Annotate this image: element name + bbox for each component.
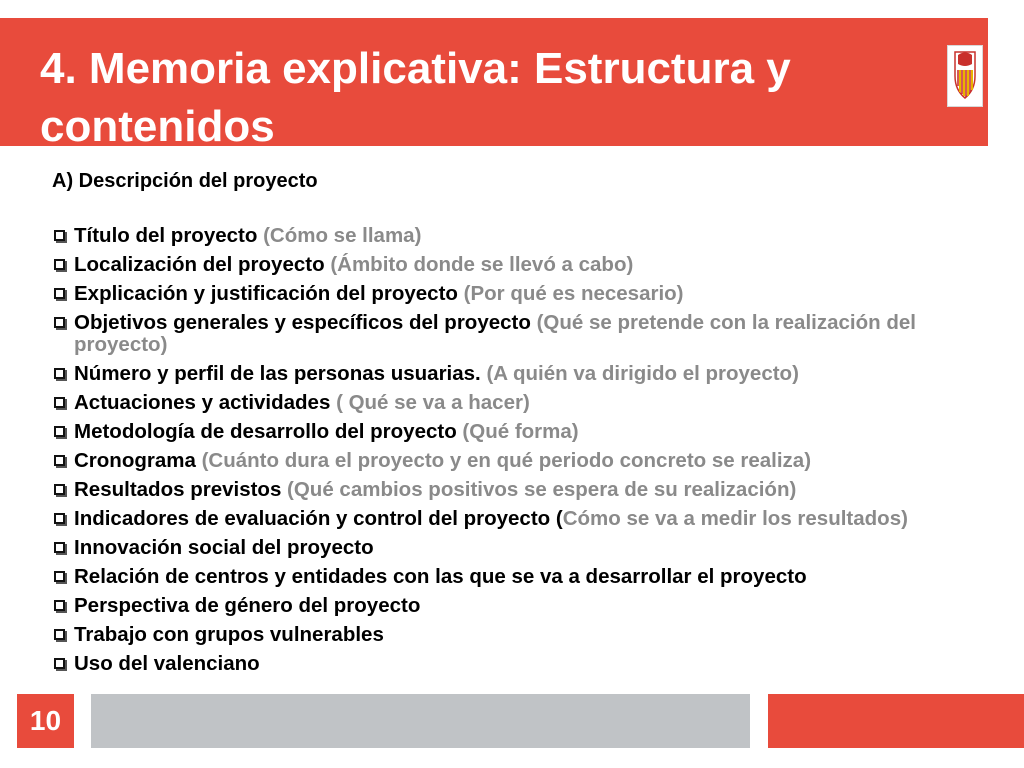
- item-title: Actuaciones y actividades: [74, 391, 331, 414]
- list-item: [52, 595, 972, 617]
- section-subtitle: A) Descripción del proyecto: [52, 170, 318, 192]
- list-item: [52, 653, 972, 675]
- checkbox-bullet-icon: [54, 426, 65, 437]
- item-note: (Por qué es necesario): [457, 282, 684, 305]
- checkbox-bullet-icon: [54, 629, 65, 640]
- item-note: (Qué se pretende con la realización del proyecto): [74, 311, 916, 356]
- item-title: Relación de centros y entidades con las que se va a desarrollar el proyecto: [74, 565, 807, 588]
- checkbox-bullet-icon: [54, 542, 65, 553]
- item-title: Trabajo con grupos vulnerables: [74, 623, 384, 646]
- bullet-list: [52, 225, 972, 675]
- page-number: 10: [17, 694, 74, 748]
- checkbox-bullet-icon: [54, 484, 65, 495]
- item-note: (Cómo se llama): [257, 224, 422, 247]
- checkbox-bullet-icon: [54, 600, 65, 611]
- checkbox-bullet-icon: [54, 288, 65, 299]
- checkbox-bullet-icon: [54, 658, 65, 669]
- item-title: Uso del valenciano: [74, 652, 260, 675]
- item-note: (Cuánto dura el proyecto y en qué periodo concreto se realiza): [195, 449, 812, 472]
- list-item: [52, 479, 972, 501]
- checkbox-bullet-icon: [54, 230, 65, 241]
- checkbox-bullet-icon: [54, 513, 65, 524]
- slide-header: [0, 18, 988, 151]
- checkbox-bullet-icon: [54, 317, 65, 328]
- slide-content: [52, 168, 972, 682]
- list-item: [52, 283, 972, 305]
- list-item: [52, 566, 972, 588]
- list-item: [52, 624, 972, 646]
- item-note: (Qué cambios positivos se espera de su realización): [281, 478, 797, 501]
- list-item: [52, 392, 972, 414]
- item-note: ( Qué se va a hacer): [330, 391, 530, 414]
- list-item: [52, 225, 972, 247]
- checkbox-bullet-icon: [54, 368, 65, 379]
- item-note: Cómo se va a medir los resultados): [562, 507, 908, 530]
- item-title: Explicación y justificación del proyecto: [74, 282, 458, 305]
- list-item: [52, 254, 972, 276]
- item-title: Localización del proyecto: [74, 253, 325, 276]
- item-title: Cronograma: [74, 449, 196, 472]
- item-title: Objetivos generales y específicos del proyecto: [74, 311, 531, 334]
- checkbox-bullet-icon: [54, 259, 65, 270]
- item-title: Resultados previstos: [74, 478, 282, 501]
- footer-bar-red: [768, 694, 1024, 748]
- footer-bar-gray: [91, 694, 750, 748]
- list-item: [52, 537, 972, 559]
- item-title: Título del proyecto: [74, 224, 258, 247]
- item-note: (Qué forma): [456, 420, 579, 443]
- coat-of-arms-icon: [947, 45, 983, 107]
- item-note: (Ámbito donde se llevó a cabo): [324, 253, 634, 276]
- list-item: [52, 421, 972, 443]
- item-title: Indicadores de evaluación y control del proyecto (: [74, 507, 563, 530]
- item-title: Perspectiva de género del proyecto: [74, 594, 421, 617]
- checkbox-bullet-icon: [54, 455, 65, 466]
- list-item: [52, 363, 972, 385]
- item-note: (A quién va dirigido el proyecto): [480, 362, 799, 385]
- checkbox-bullet-icon: [54, 397, 65, 408]
- list-item: [52, 450, 972, 472]
- checkbox-bullet-icon: [54, 571, 65, 582]
- item-title: Innovación social del proyecto: [74, 536, 374, 559]
- slide-title: 4. Memoria explicativa: Estructura y contenidos: [40, 44, 791, 151]
- list-item: [52, 508, 972, 530]
- list-item: [52, 312, 972, 356]
- item-title: Número y perfil de las personas usuarias.: [74, 362, 481, 385]
- item-title: Metodología de desarrollo del proyecto: [74, 420, 457, 443]
